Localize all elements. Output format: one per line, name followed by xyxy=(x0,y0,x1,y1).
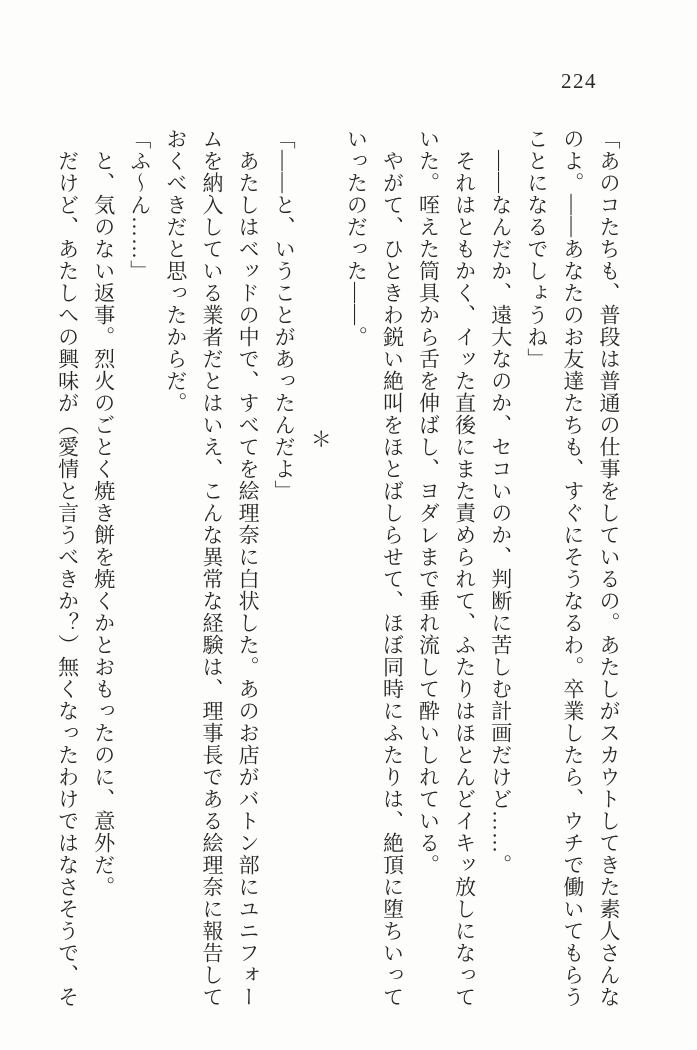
text-column: いったのだった――。 xyxy=(344,128,369,348)
text-column: あたしはベッドの中で、すべてを絵理奈に白状した。あのお店がバトン部にユニフォー xyxy=(236,150,261,1008)
text-column: 「あのコたちも、普段は普通の仕事をしているの。あたしがスカウトしてきた素人さんな xyxy=(597,128,621,1008)
text-column: 「ふ〜ん……」 xyxy=(127,128,152,282)
text-column: 「――と、いうことがあったんだよ」 xyxy=(272,128,297,502)
text-column: やがて、ひときわ鋭い絶叫をほとばしらせて、ほぼ同時にふたりは、絶頂に堕ちいって xyxy=(380,150,405,1008)
text-column: だけど、あたしへの興味が（愛情と言うべきか？）無くなったわけではなさそうで、そ xyxy=(55,150,80,1008)
text-column: それはともかく、イッた直後にまた責められて、ふたりはほとんどイキッ放しになって xyxy=(452,150,477,1008)
text-area xyxy=(49,128,627,1028)
text-column: ことになるでしょうね」 xyxy=(524,128,549,370)
text-column: のよ。――あなたのお友達たちも、すぐにそうなるわ。卒業したら、ウチで働いてもらう xyxy=(560,128,585,1008)
text-column: ――なんだか、遠大なのか、セコいのか、判断に苦しむ計画だけど……。 xyxy=(488,150,513,876)
text-column: おくべきだと思ったからだ。 xyxy=(163,128,188,414)
text-column: いた。咥えた筒具から舌を伸ばし、ヨダレまで垂れ流して酔いしれている。 xyxy=(416,128,441,876)
text-column: ムを納入している業者だとはいえ、こんな異常な経験は、理事長である絵理奈に報告して xyxy=(199,128,224,1008)
text-column: と、気のない返事。烈火のごとく焼き餅を焼くかとおもったのに、意外だ。 xyxy=(91,150,116,898)
page-number: 224 xyxy=(561,69,597,93)
section-separator: ＊ xyxy=(308,428,333,450)
